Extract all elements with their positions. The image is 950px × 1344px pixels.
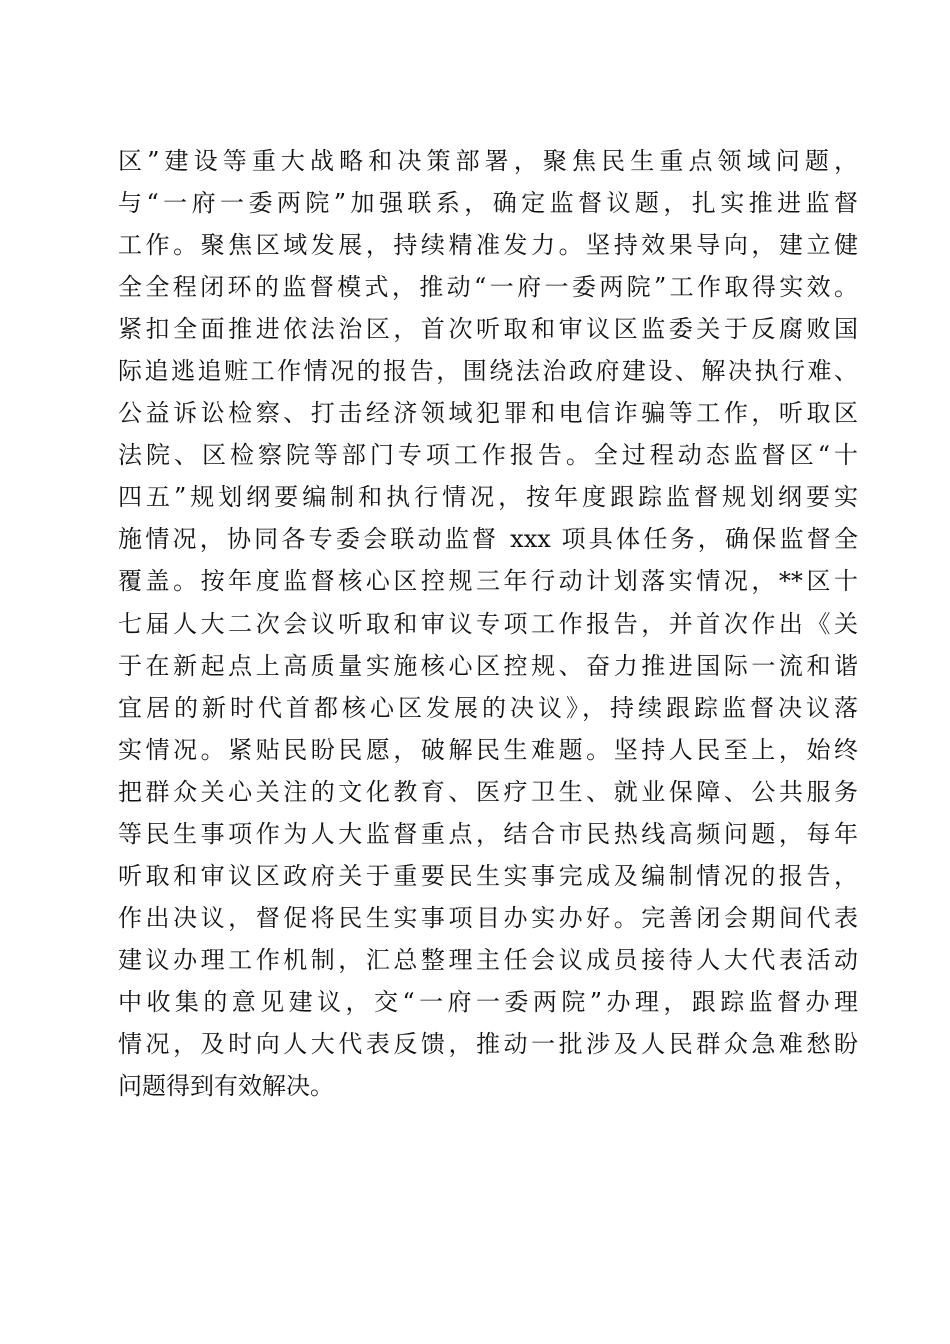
text-line: 施情况，协同各专委会联动监督 xxx 项具体任务，确保监督全 [118,525,858,554]
text-line: 中收集的意见建议，交“一府一委两院”办理，跟踪监督办理 [118,987,858,1016]
text-line: 覆盖。按年度监督核心区控规三年行动计划落实情况，**区十 [118,567,858,596]
text-line: 等民生事项作为人大监督重点，结合市民热线高频问题，每年 [118,819,858,848]
text-line: 与“一府一委两院”加强联系，确定监督议题，扎实推进监督 [118,189,858,218]
body-paragraph [118,140,858,1107]
text-line: 听取和审议区政府关于重要民生实事完成及编制情况的报告， [118,861,858,890]
text-line: 际追逃追赃工作情况的报告，围绕法治政府建设、解决执行难、 [118,357,858,386]
text-line: 宜居的新时代首都核心区发展的决议》，持续跟踪监督决议落 [118,693,858,722]
text-line: 区”建设等重大战略和决策部署，聚焦民生重点领域问题， [118,147,858,175]
text-line: 公益诉讼检察、打击经济领域犯罪和电信诈骗等工作，听取区 [118,399,858,428]
text-line: 工作。聚焦区域发展，持续精准发力。坚持效果导向，建立健 [118,231,858,260]
text-line: 把群众关心关注的文化教育、医疗卫生、就业保障、公共服务 [118,777,858,806]
text-line: 法院、区检察院等部门专项工作报告。全过程动态监督区“十 [118,441,858,470]
text-line: 紧扣全面推进依法治区，首次听取和审议区监委关于反腐败国 [118,315,858,344]
text-line: 作出决议，督促将民生实事项目办实办好。完善闭会期间代表 [118,903,858,932]
text-line: 四五”规划纲要编制和执行情况，按年度跟踪监督规划纲要实 [118,483,858,512]
text-line: 情况，及时向人大代表反馈，推动一批涉及人民群众急难愁盼 [118,1029,858,1058]
text-line: 建议办理工作机制，汇总整理主任会议成员接待人大代表活动 [118,945,858,974]
text-line: 七届人大二次会议听取和审议专项工作报告，并首次作出《关 [118,609,858,638]
text-line: 全全程闭环的监督模式，推动“一府一委两院”工作取得实效。 [118,273,858,302]
text-line-last: 问题得到有效解决。 [118,1072,334,1101]
text-line: 实情况。紧贴民盼民愿，破解民生难题。坚持人民至上，始终 [118,735,858,764]
text-line: 于在新起点上高质量实施核心区控规、奋力推进国际一流和谐 [118,651,858,680]
